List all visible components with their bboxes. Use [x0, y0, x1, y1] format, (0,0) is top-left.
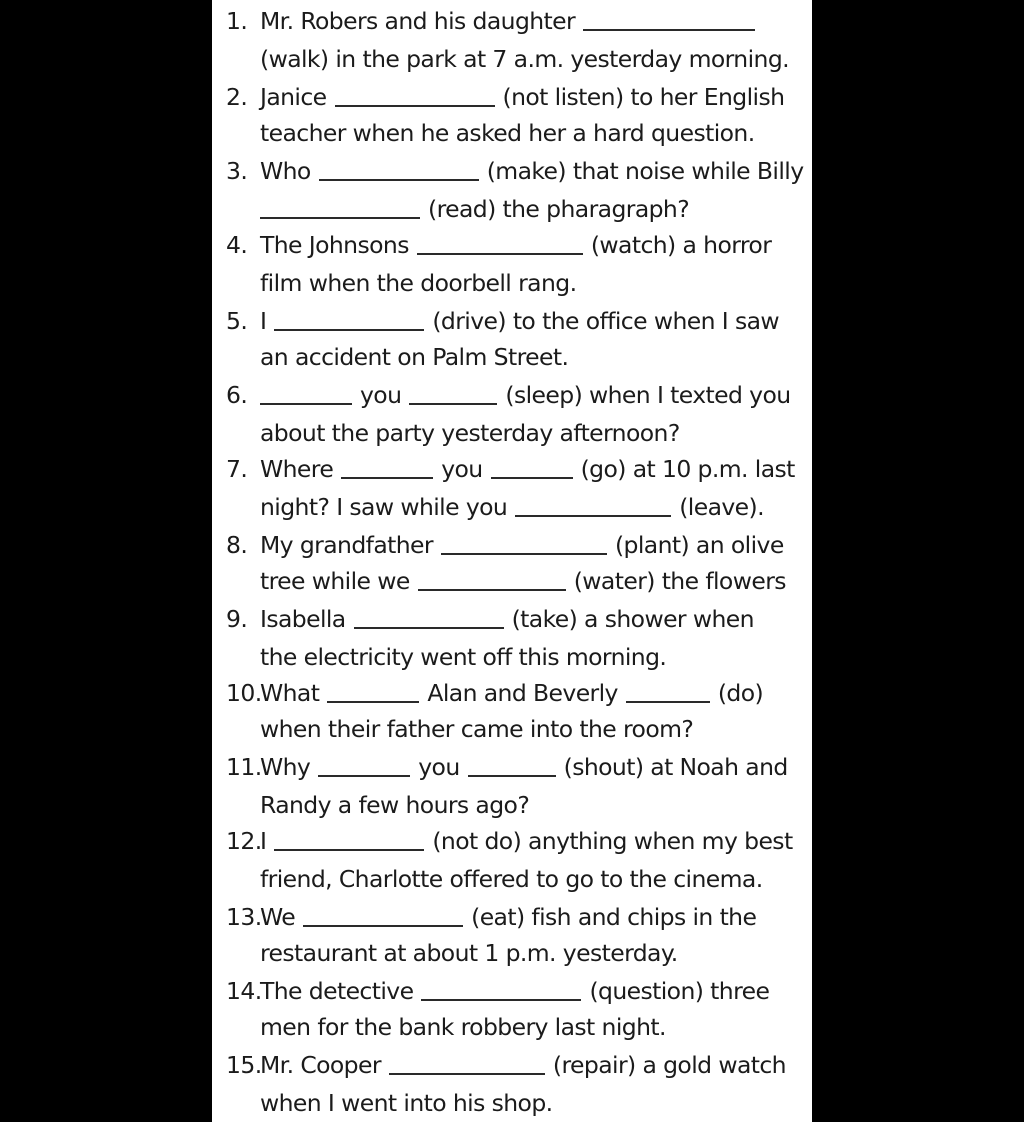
exercise-text: when their father came into the room? [260, 715, 694, 743]
exercise-text: the electricity went off this morning. [260, 643, 667, 671]
exercise-number: 15. [226, 1051, 262, 1079]
exercise-text: an accident on Palm Street. [260, 343, 569, 371]
exercise-text: (water) the flowers [573, 567, 786, 595]
exercise-number: 12. [226, 827, 262, 855]
exercise-text: when I went into his shop. [260, 1089, 553, 1117]
answer-blank[interactable] [274, 827, 424, 851]
exercise-text: teacher when he asked her a hard question. [260, 119, 755, 147]
answer-blank[interactable] [468, 753, 556, 777]
exercise-number: 7. [226, 455, 248, 483]
exercise-text: (question) three [589, 977, 770, 1005]
exercise-text: (not do) anything when my best [432, 827, 793, 855]
answer-blank[interactable] [441, 531, 607, 555]
exercise-text: (plant) an olive [614, 531, 784, 559]
exercise-text: (do) [717, 679, 764, 707]
exercise-number: 13. [226, 903, 262, 931]
answer-blank[interactable] [341, 455, 433, 479]
exercise-number: 5. [226, 307, 248, 335]
answer-blank[interactable] [335, 83, 495, 107]
exercise-text: Alan and Beverly [427, 679, 618, 707]
exercise-text: (watch) a horror [590, 231, 772, 259]
exercise-text: Isabella [260, 605, 346, 633]
exercise-text: Why [260, 753, 311, 781]
exercise-text: (go) at 10 p.m. last [580, 455, 795, 483]
answer-blank[interactable] [260, 195, 420, 219]
exercise-text: (make) that noise while Billy [486, 157, 804, 185]
exercise-text: (walk) in the park at 7 a.m. yesterday morning. [260, 45, 790, 73]
exercise-text: you [360, 381, 402, 409]
exercise-text: Mr. Robers and his daughter [260, 7, 576, 35]
exercise-number: 9. [226, 605, 248, 633]
exercise-text: film when the doorbell rang. [260, 269, 577, 297]
exercise-text: night? I saw while you [260, 493, 508, 521]
answer-blank[interactable] [417, 231, 583, 255]
exercise-text: (shout) at Noah and [563, 753, 788, 781]
exercise-number: 8. [226, 531, 248, 559]
exercise-number: 3. [226, 157, 248, 185]
answer-blank[interactable] [389, 1051, 545, 1075]
exercise-number: 10. [226, 679, 262, 707]
exercise-text: you [441, 455, 483, 483]
exercise-text: friend, Charlotte offered to go to the cinema. [260, 865, 763, 893]
exercise-number: 11. [226, 753, 262, 781]
exercise-text: men for the bank robbery last night. [260, 1013, 666, 1041]
exercise-number: 2. [226, 83, 248, 111]
exercise-text: Mr. Cooper [260, 1051, 381, 1079]
exercise-text: (repair) a gold watch [552, 1051, 786, 1079]
exercise-text: Janice [260, 83, 327, 111]
exercise-text: about the party yesterday afternoon? [260, 419, 680, 447]
answer-blank[interactable] [626, 679, 710, 703]
answer-blank[interactable] [274, 307, 424, 331]
exercise-text: Randy a few hours ago? [260, 791, 530, 819]
exercise-number: 1. [226, 7, 248, 35]
exercise-number: 6. [226, 381, 248, 409]
answer-blank[interactable] [409, 381, 497, 405]
answer-blank[interactable] [260, 381, 352, 405]
exercise-text: restaurant at about 1 p.m. yesterday. [260, 939, 678, 967]
exercise-number: 4. [226, 231, 248, 259]
answer-blank[interactable] [327, 679, 419, 703]
exercise-text: (sleep) when I texted you [505, 381, 791, 409]
exercise-text: (not listen) to her English [502, 83, 785, 111]
exercise-text: My grandfather [260, 531, 433, 559]
answer-blank[interactable] [303, 903, 463, 927]
worksheet-page [212, 0, 812, 1122]
exercise-text: The Johnsons [260, 231, 409, 259]
exercise-text: We [260, 903, 296, 931]
exercise-text: (read) the pharagraph? [428, 195, 690, 223]
exercise-text: Who [260, 157, 311, 185]
exercise-text: I [260, 307, 267, 335]
answer-blank[interactable] [319, 157, 479, 181]
exercise-text: Where [260, 455, 334, 483]
answer-blank[interactable] [318, 753, 410, 777]
exercise-text: (drive) to the office when I saw [432, 307, 780, 335]
exercise-text: (leave). [679, 493, 764, 521]
exercise-text: you [418, 753, 460, 781]
exercise-text: The detective [260, 977, 414, 1005]
exercise-text: (take) a shower when [511, 605, 754, 633]
exercise-text: I [260, 827, 267, 855]
exercise-text: tree while we [260, 567, 410, 595]
exercise-text: What [260, 679, 320, 707]
answer-blank[interactable] [418, 567, 566, 591]
answer-blank[interactable] [491, 455, 573, 479]
exercise-text: (eat) fish and chips in the [471, 903, 757, 931]
answer-blank[interactable] [354, 605, 504, 629]
answer-blank[interactable] [515, 493, 671, 517]
exercise-number: 14. [226, 977, 262, 1005]
answer-blank[interactable] [421, 977, 581, 1001]
answer-blank[interactable] [583, 7, 755, 31]
